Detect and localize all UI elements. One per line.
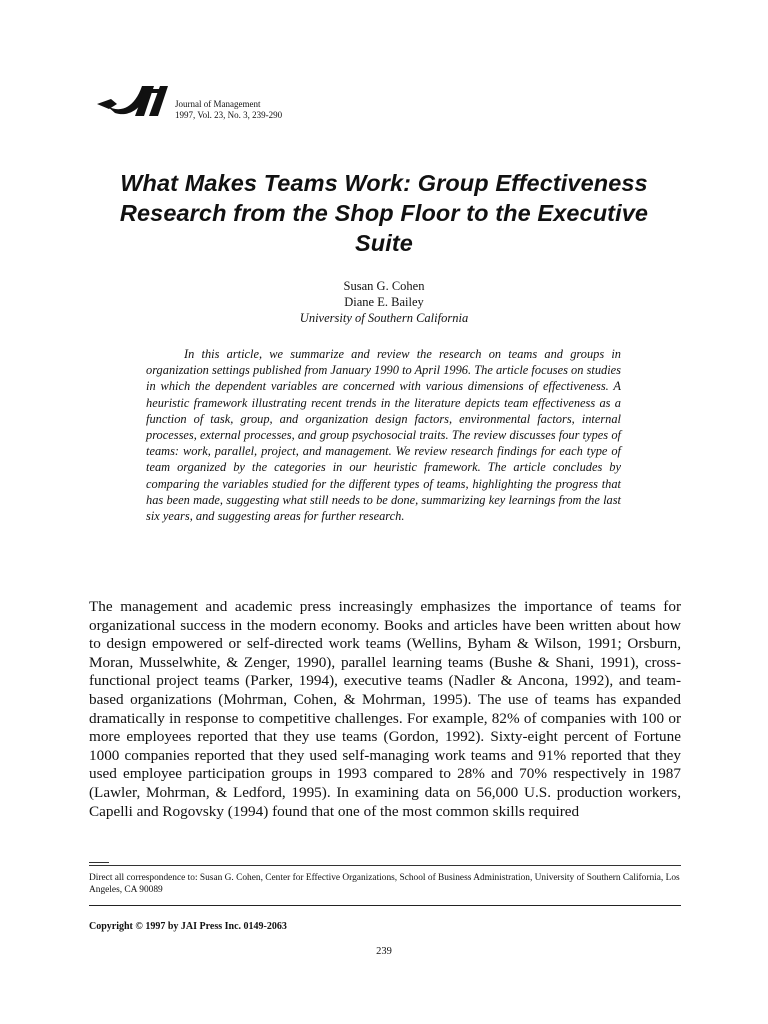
page-number: 239 (376, 946, 392, 957)
correspondence-note: Direct all correspondence to: Susan G. Cohen, Center for Effective Organizations, School of Business Administration, University of Southern California, Los Angeles, CA 90089 (89, 873, 680, 895)
journal-name: Journal of Management (175, 99, 261, 109)
author-block (200, 278, 568, 326)
journal-logo-icon (97, 80, 169, 120)
journal-meta (175, 99, 282, 121)
copyright-notice: Copyright © 1997 by JAI Press Inc. 0149-2063 (89, 921, 287, 932)
journal-issue: 1997, Vol. 23, No. 3, 239-290 (175, 110, 283, 120)
body-paragraph: The management and academic press increasingly emphasizes the importance of teams for organizational success in the modern economy. Books and articles have been written about how to design empowered or self-directed work teams (Wellins, Byham & Wilson, 1991; Orsburn, Moran, Musselwhite, & Zenger, 1990), parallel learning teams (Bushe & Shani, 1991), cross-functional project teams (Parker, 1994), executive teams (Nadler & Ancona, 1992), and team-based organizations (Mohrman, Cohen, & Mohrman, 1995). The use of teams has expanded dramatically in response to competitive challenges. For example, 82% of companies with 100 or more employees reported that they use teams (Gordon, 1992). Sixty-eight percent of Fortune 1000 companies reported that they used self-managing work teams and 91% reported that they used employee participation groups in 1993 compared to 28% and 70% respectively in 1987 (Lawler, Mohrman, & Ledford, 1995). In examining data on 56,000 U.S. production workers, Capelli and Rogovsky (1994) found that one of the most common skills required (89, 598, 681, 820)
copyright-divider (89, 905, 681, 906)
abstract: In this article, we summarize and review the research on teams and groups in organization settings published from January 1990 to April 1996. The article focuses on studies in which the dependent variables are concerned with various dimensions of effectiveness. A heuristic framework illustrating recent trends in the literature depicts team effectiveness as a function of task, group, and organization design factors, environmental factors, internal processes, external processes, and group psychosocial traits. The review discusses four types of teams: work, parallel, project, and management. We review research findings for each type of team organized by the categories in our heuristic framework. The article concludes by comparing the variables studied for the different types of teams, highlighting the progress that has been made, suggesting what still needs to be done, summarizing key learnings from the last six years, and suggesting areas for further research. (146, 347, 621, 524)
footnote-divider-short (89, 862, 109, 863)
article-title: What Makes Teams Work: Group Effectiveness Research from the Shop Floor to the Executive Suite (119, 170, 649, 256)
author-name: Diane E. Bailey (344, 295, 424, 309)
author-affiliation: University of Southern California (299, 311, 469, 325)
footnote-divider (89, 865, 681, 866)
author-name: Susan G. Cohen (343, 279, 425, 293)
